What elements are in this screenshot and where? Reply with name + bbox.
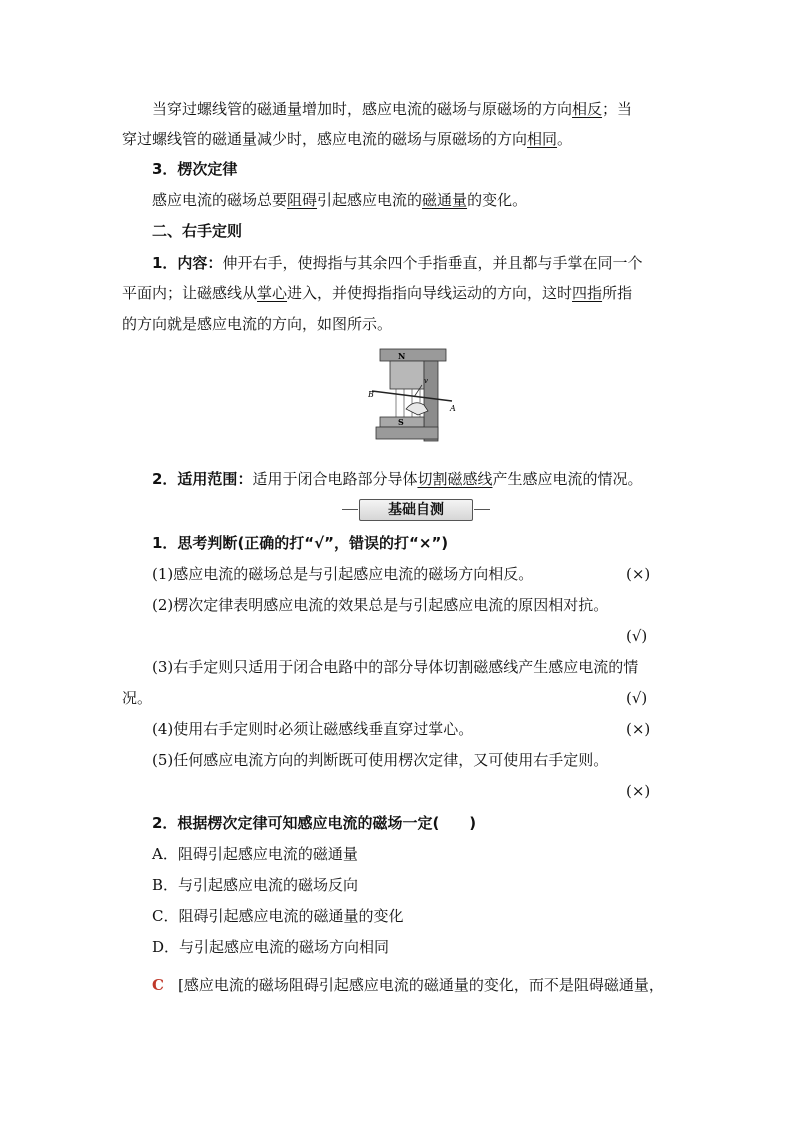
- judgment-item: (5)任何感应电流方向的判断既可使用楞次定律，又可使用右手定则。: [152, 751, 609, 769]
- velocity-label: v: [424, 377, 428, 385]
- answer-line: [152, 974, 164, 996]
- magnet-north-pole: [390, 361, 424, 389]
- judgment-mark: (√): [626, 627, 648, 645]
- paragraph-line: 2．适用范围：适用于闭合电路部分导体切割磁感线产生感应电流的情况。: [152, 470, 643, 488]
- paragraph-line: 平面内；让磁感线从掌心进入，并使拇指指向导线运动的方向，这时四指所指: [122, 284, 633, 302]
- underlined-term: 相反: [572, 100, 603, 118]
- south-label: S: [398, 417, 404, 427]
- section-heading: 二、右手定则: [152, 222, 243, 240]
- underlined-term: 掌心: [257, 284, 288, 302]
- judgment-mark: (×): [626, 782, 651, 800]
- paragraph-line: 当穿过螺线管的磁通量增加时，感应电流的磁场与原磁场的方向相反；当: [152, 100, 633, 118]
- right-hand-rule-figure: [368, 347, 458, 452]
- option-d: D．与引起感应电流的磁场方向相同: [152, 938, 390, 956]
- answer-letter: C: [152, 976, 164, 994]
- answer-explanation: [感应电流的磁场阻碍引起感应电流的磁通量的变化，而不是阻碍磁通量，: [178, 976, 664, 994]
- underlined-term: 磁通量: [422, 191, 468, 209]
- judgment-mark: (×): [626, 565, 651, 583]
- option-c: C．阻碍引起感应电流的磁通量的变化: [152, 907, 404, 925]
- paragraph-line: 穿过螺线管的磁通量减少时，感应电流的磁场与原磁场的方向相同。: [122, 130, 573, 148]
- underlined-term: 切割磁感线: [417, 470, 493, 488]
- section-heading: 3．楞次定律: [152, 160, 238, 178]
- judgment-item: (2)楞次定律表明感应电流的效果总是与引起感应电流的原因相对抗。: [152, 596, 609, 614]
- judgment-item: (4)使用右手定则时必须让磁感线垂直穿过掌心。: [152, 720, 474, 738]
- judgment-mark: (√): [626, 689, 648, 707]
- underlined-term: 四指: [572, 284, 603, 302]
- judgment-item: (3)右手定则只适用于闭合电路中的部分导体切割磁感线产生感应电流的情: [152, 658, 639, 676]
- option-b: B．与引起感应电流的磁场反向: [152, 876, 359, 894]
- magnet-top-face: [380, 349, 446, 361]
- north-label: N: [398, 351, 406, 361]
- judgment-item-continued: 况。: [122, 689, 153, 707]
- question-heading: 1．思考判断(正确的打“√”，错误的打“×”): [152, 534, 449, 552]
- point-b-label: B: [368, 390, 374, 399]
- paragraph-line: 感应电流的磁场总要阻碍引起感应电流的磁通量的变化。: [152, 191, 528, 209]
- magnet-bottom-face: [376, 427, 438, 439]
- paragraph-line: 1．内容：伸开右手，使拇指与其余四个手指垂直，并且都与手掌在同一个: [152, 254, 643, 272]
- judgment-mark: (×): [626, 720, 651, 738]
- section-banner: 基础自测: [359, 499, 473, 521]
- judgment-item: (1)感应电流的磁场总是与引起感应电流的磁场方向相反。: [152, 565, 534, 583]
- paragraph-line: 的方向就是感应电流的方向，如图所示。: [122, 315, 393, 333]
- option-a: A．阻碍引起感应电流的磁通量: [152, 845, 358, 863]
- underlined-term: 相同: [527, 130, 558, 148]
- question-stem: 2．根据楞次定律可知感应电流的磁场一定( ): [152, 814, 477, 832]
- underlined-term: 阻碍: [287, 191, 318, 209]
- point-a-label: A: [450, 404, 456, 413]
